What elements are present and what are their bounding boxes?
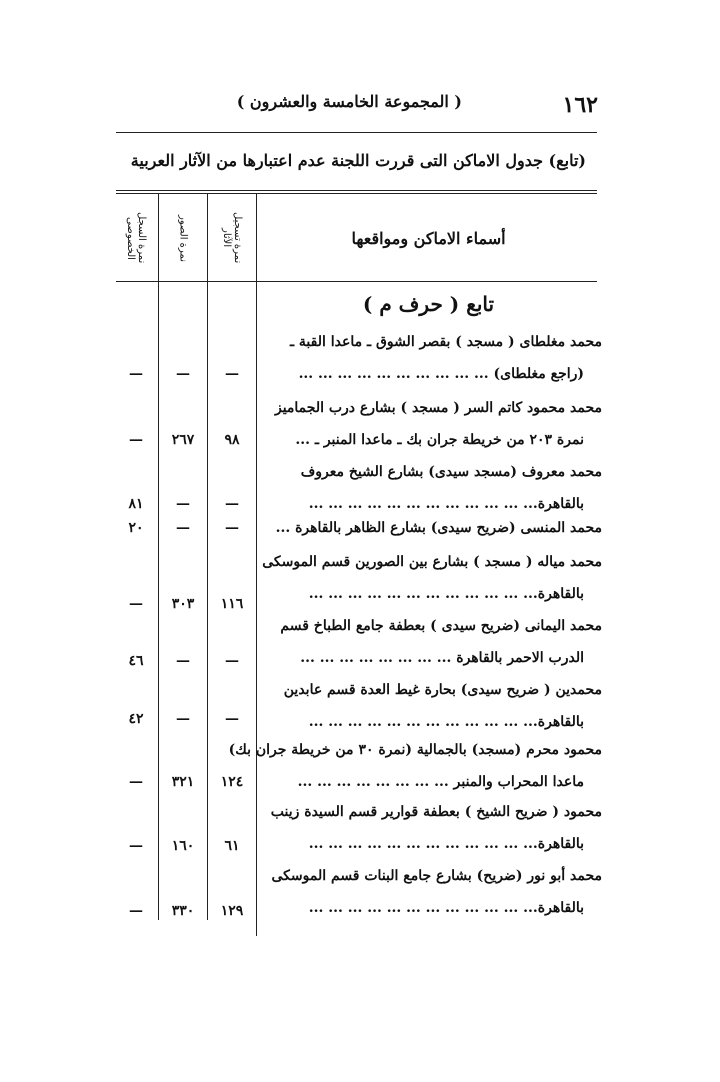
entry-line-1: محمد معروف (مسجد سيدى) بشارع الشيخ معروف — [300, 464, 602, 480]
entry-registration: ١٢٩ — [220, 903, 244, 919]
entry-line-1: محمود محرم (مسجد) بالجمالية (نمرة ٣٠ من خريطة جران بك) — [228, 742, 602, 758]
entry-line-2: بالقاهرة... ... ... ... ... ... ... ... ... ... ... ... — [308, 714, 584, 730]
entry-gazette: ٨١ — [128, 496, 144, 512]
entry-text — [268, 796, 602, 860]
page-number: ١٦٢ — [562, 92, 598, 118]
entry-registration: ١١٦ — [220, 596, 244, 612]
entry-text — [268, 326, 602, 390]
entry-gazette: — — [129, 774, 143, 790]
entry-line-2: بالقاهرة... ... ... ... ... ... ... ... ... ... ... ... — [308, 836, 584, 852]
entry-line-1: محمد محمود كاتم السر ( مسجد ) بشارع درب الجماميز — [274, 400, 602, 416]
entry-text — [268, 674, 602, 738]
entry-gazette: — — [129, 838, 143, 854]
entry-gazette: — — [129, 366, 143, 382]
entry-pictures: ١٦٠ — [171, 838, 195, 854]
column-header-gazette — [116, 200, 156, 276]
entry-registration: — — [225, 711, 239, 727]
entry-text — [268, 512, 602, 544]
entry-pictures: ٣٠٣ — [171, 596, 195, 612]
entry-pictures: — — [176, 711, 190, 727]
column-header-pictures-label: نمرة الصور — [177, 214, 189, 262]
header-rule — [116, 132, 597, 133]
column-divider-3 — [256, 194, 257, 936]
table-title: (تابع) جدول الاماكن التى قررت اللجنة عدم اعتبارها من الآثار العربية — [130, 151, 586, 170]
entry-line-1: محمد اليمانى (ضريح سيدى ) بعطفة جامع الطباخ قسم — [280, 618, 602, 634]
entry-text — [268, 860, 602, 924]
entry-line-1: محمد أبو نور (ضريح) بشارع جامع البنات قسم الموسكى — [271, 868, 602, 884]
entry-line-2: بالقاهرة... ... ... ... ... ... ... ... ... ... ... ... — [308, 586, 584, 602]
entry-text — [262, 546, 602, 610]
entry-text — [268, 392, 602, 456]
entry-registration: — — [225, 366, 239, 382]
entry-line-2: بالقاهرة... ... ... ... ... ... ... ... ... ... ... ... — [308, 900, 584, 916]
entry-line-1: محمود ( ضريح الشيخ ) بعطفة قوارير قسم السيدة زينب — [270, 804, 602, 820]
column-header-registration-label: نمرة تسجيل الآثار — [221, 212, 243, 264]
entry-pictures: ٢٦٧ — [171, 432, 195, 448]
entry-line-2: بالقاهرة... ... ... ... ... ... ... ... ... ... ... ... — [308, 496, 584, 512]
entry-registration: — — [225, 496, 239, 512]
entry-line-1: محمد المنسى (ضريح سيدى) بشارع الظاهر بالقاهرة ... — [275, 520, 602, 536]
column-header-registration — [210, 200, 254, 276]
entry-line-1: محمدين ( ضريح سيدى) بحارة غيط العدة قسم عابدين — [283, 682, 602, 698]
entry-line-2: ماعدا المحراب والمنبر ... ... ... ... ... ... ... ... — [297, 774, 584, 790]
entry-text — [268, 610, 602, 674]
entry-gazette: ٤٦ — [128, 653, 144, 669]
entry-gazette: — — [129, 432, 143, 448]
entry-text — [268, 456, 602, 520]
column-header-pictures — [161, 200, 205, 276]
column-header-rule — [116, 281, 597, 282]
column-divider-2 — [207, 194, 208, 920]
entry-line-2: الدرب الاحمر بالقاهرة ... ... ... ... ... ... ... ... — [300, 650, 584, 666]
column-header-names: أسماء الاماكن ومواقعها — [351, 228, 506, 248]
entry-gazette: — — [129, 903, 143, 919]
table-top-double-rule — [116, 190, 597, 194]
entry-pictures: — — [176, 366, 190, 382]
section-heading: تابع ( حرف م ) — [362, 292, 495, 316]
entry-registration: — — [225, 520, 239, 536]
entry-gazette: ٢٠ — [128, 520, 144, 536]
running-title: ( المجموعة الخامسة والعشرون ) — [236, 92, 462, 111]
entry-gazette: ٤٢ — [128, 711, 144, 727]
entry-pictures: — — [176, 496, 190, 512]
entry-registration: ١٢٤ — [220, 774, 244, 790]
entry-gazette: — — [129, 596, 143, 612]
entry-line-1: محمد مياله ( مسجد ) بشارع بين الصورين قسم الموسكى — [262, 554, 602, 570]
entry-registration: ٦١ — [224, 838, 240, 854]
column-divider-1 — [158, 194, 159, 920]
entry-pictures: — — [176, 653, 190, 669]
entry-pictures: ٣٢١ — [171, 774, 195, 790]
entry-line-2: نمرة ٢٠٣ من خريطة جران بك ـ ماعدا المنبر ـ ... — [295, 432, 584, 448]
entry-registration: ٩٨ — [224, 432, 240, 448]
entry-pictures: — — [176, 520, 190, 536]
entry-line-1: محمد مغلطاى ( مسجد ) بقصر الشوق ـ ماعدا القبة ـ — [289, 334, 602, 350]
entry-line-2: (راجع مغلطاى) ... ... ... ... ... ... ... ... ... ... — [298, 366, 584, 382]
column-header-gazette-label: نمرة السجل الخصوصى — [125, 212, 147, 264]
entry-registration: — — [225, 653, 239, 669]
entry-pictures: ٣٣٠ — [171, 903, 195, 919]
